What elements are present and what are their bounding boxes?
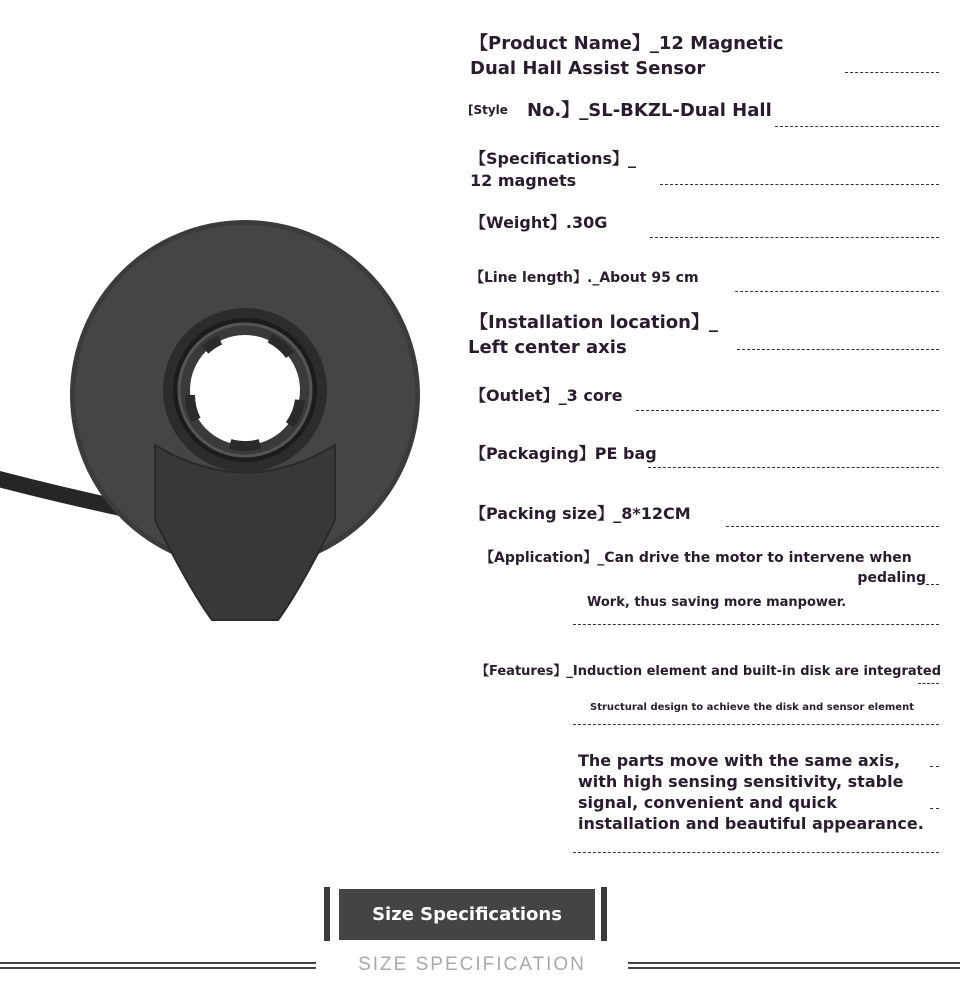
dashed-rule [845,72,939,73]
dashed-rule [660,184,939,185]
style-label: [Style [468,103,508,117]
application-line-1: 【Application】_Can drive the motor to intervene when [480,550,912,566]
size-specifications-banner: Size Specifications [339,889,595,940]
product-name-line-1: 【Product Name】_12 Magnetic [470,33,784,54]
installation-label: 【Installation location】_ [470,312,718,333]
product-name-line-2: Dual Hall Assist Sensor [470,58,706,79]
specifications-label: 【Specifications】_ [470,149,636,168]
specifications-value: 12 magnets [470,171,577,190]
dashed-rule [930,808,939,809]
features-para-line: signal, convenient and quick [578,793,837,812]
features-para-line: with high sensing sensitivity, stable [578,772,904,791]
dashed-rule [573,724,939,725]
features-line-1: 【Features】_Induction element and built-in disk are integrated [476,664,942,679]
features-paragraph [578,750,924,834]
features-line-2: Structural design to achieve the disk and sensor element [590,702,914,713]
dashed-rule [737,349,939,350]
banner-right-bar [601,887,607,941]
dashed-rule [648,467,939,468]
sensor-product-image [0,200,450,640]
style-no: No.】_SL-BKZL-Dual Hall [527,100,772,121]
weight: 【Weight】.30G [470,213,608,232]
dashed-rule [930,766,939,767]
dashed-rule [918,683,939,684]
packing-size: 【Packing size】_8*12CM [470,504,691,523]
line-length: 【Line length】._About 95 cm [470,270,699,286]
dashed-rule [636,410,939,411]
footer-divider-left [0,962,316,969]
dashed-rule [650,237,939,238]
features-para-line: installation and beautiful appearance. [578,814,924,833]
installation-value: Left center axis [468,337,627,358]
dashed-rule [926,584,939,585]
banner-left-bar [324,887,330,941]
application-line-2: pedaling [857,570,926,586]
dashed-rule [775,126,939,127]
application-line-3: Work, thus saving more manpower. [587,595,847,610]
dashed-rule [735,291,939,292]
dashed-rule [573,852,939,853]
size-specification-subtitle: SIZE SPECIFICATION [358,954,586,975]
footer-divider-right [628,962,960,969]
dashed-rule [726,526,939,527]
outlet: 【Outlet】_3 core [470,386,623,405]
dashed-rule [573,624,939,625]
packaging: 【Packaging】PE bag [470,444,657,463]
features-para-line: The parts move with the same axis, [578,751,901,770]
